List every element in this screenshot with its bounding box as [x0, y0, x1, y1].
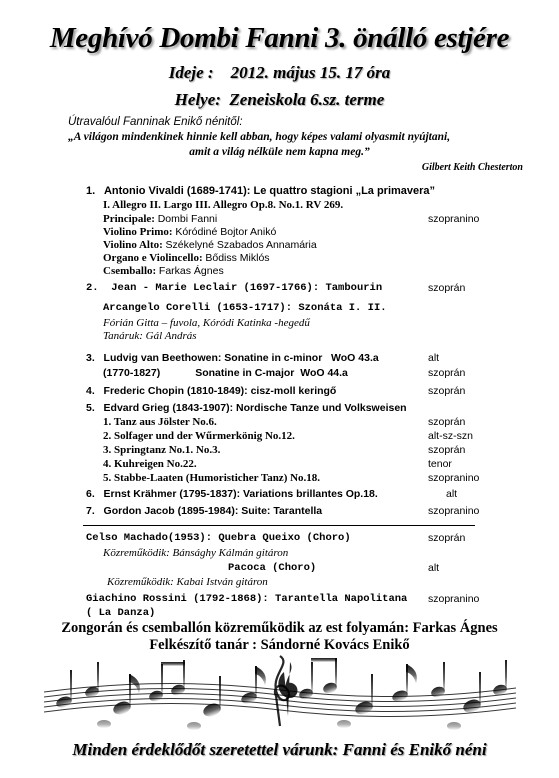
quote-line-1: „A világon mindenkinek hinnie kell abban, hogy képes valami olyasmit nyújtani, — [68, 131, 451, 143]
event-date — [0, 63, 559, 83]
program-item-4: 4. Frederic Chopin (1810-1849): cisz-moll keringő — [86, 385, 337, 397]
voice-label: szopranino — [428, 472, 480, 484]
program-item-5-4: 4. Kuhreigen No.22. — [103, 458, 197, 470]
program-item-2b-performers: Fórián Gitta – fuvola, Kóródi Katinka -hegedű — [103, 317, 310, 329]
voice-label: alt — [428, 562, 440, 574]
program-item-5-2: 2. Solfager und der Wűrmerkönig No.12. — [103, 430, 295, 442]
performer-principale: Principale: Dombi Fanni — [103, 213, 218, 225]
program-item-9: Pacoca (Choro) — [228, 562, 317, 574]
program-item-1: 1. Antonio Vivaldi (1689-1741): Le quattro stagioni „La primavera” — [86, 185, 436, 197]
program-item-5-3: 3. Springtanz No.1. No.3. — [103, 444, 221, 456]
voice-label: szopranino — [428, 593, 480, 605]
program-item-5-5: 5. Stabbe-Laaten (Humoristicher Tanz) No.18. — [103, 472, 321, 484]
performer-violino-primo: Violino Primo: Kóródiné Bojtor Anikó — [103, 226, 277, 238]
place-label: Helye: — [174, 90, 221, 109]
program-item-6: 6. Ernst Krähmer (1795-1837): Variations brillantes Op.18. — [86, 488, 378, 500]
performer-organo: Organo e Violincello: Bődiss Miklós — [103, 252, 270, 264]
program-item-9-guest: Közreműködik: Kabai István gitáron — [107, 576, 268, 588]
program-item-3: 3. Ludvig van Beethowen: Sonatine in c-minor WoO 43.a — [86, 352, 379, 364]
voice-label: szopranino — [428, 213, 480, 225]
performer-csemballo: Csemballo: Farkas Ágnes — [103, 265, 224, 277]
event-place — [0, 90, 559, 110]
quote-intro: Útravalóul Fanninak Enikő nénitől: — [68, 116, 243, 128]
voice-label: szopranino — [428, 505, 480, 517]
program-item-7: 7. Gordon Jacob (1895-1984): Suite: Tarantella — [86, 505, 323, 517]
place-value: Zeneiskola 6.sz. terme — [229, 90, 385, 109]
program-item-2b-teacher: Tanáruk: Gál András — [103, 330, 197, 342]
program-item-1-movements: I. Allegro II. Largo III. Allegro Op.8. No.1. RV 269. — [103, 199, 344, 211]
section-divider — [83, 525, 475, 526]
page-title: Meghívó Dombi Fanni 3. önálló estjére — [49, 22, 510, 54]
teacher-line: Felkészítő tanár : Sándorné Kovács Enikő — [149, 637, 410, 653]
voice-label: alt — [428, 352, 440, 364]
program-item-8-guest: Közreműködik: Bánsághy Kálmán gitáron — [103, 547, 289, 559]
program-item-2b: Arcangelo Corelli (1653-1717): Szonáta I. II. — [103, 302, 387, 314]
voice-label: szoprán — [428, 416, 466, 428]
quote-author: Gilbert Keith Chesterton — [421, 162, 523, 173]
voice-label: alt-sz-szn — [428, 430, 473, 442]
program-item-8: Celso Machado(1953): Quebra Queixo (Choro) — [86, 532, 351, 544]
program-item-10: Giachino Rossini (1792-1868): Tarantella Napolitana — [86, 593, 408, 605]
voice-label: alt — [446, 488, 458, 500]
program-item-5: 5. Edvard Grieg (1843-1907): Nordische Tanze und Volksweisen — [86, 402, 407, 414]
program-item-2: 2. Jean - Marie Leclair (1697-1766): Tambourin — [86, 282, 383, 294]
voice-label: szoprán — [428, 367, 466, 379]
voice-label: szoprán — [428, 282, 466, 294]
voice-label: tenor — [428, 458, 452, 470]
voice-label: szoprán — [428, 444, 466, 456]
voice-label: szoprán — [428, 532, 466, 544]
date-value: 2012. május 15. 17 óra — [230, 63, 391, 82]
quote-line-2: amit a világ nélküle nem kapna meg.” — [189, 146, 370, 158]
voice-label: szoprán — [428, 385, 466, 397]
accompanist-line: Zongorán és csemballón közreműködik az est folyamán: Farkas Ágnes — [61, 620, 498, 636]
program-item-10b: ( La Danza) — [86, 607, 156, 619]
music-notes-staff-icon — [44, 652, 516, 736]
performer-violino-alto: Violino Alto: Székelyné Szabados Annamária — [103, 239, 317, 251]
program-item-3b: (1770-1827) Sonatine in C-major WoO 44.a — [103, 367, 348, 379]
program-item-5-1: 1. Tanz aus Jölster No.6. — [103, 416, 217, 428]
closing-message: Minden érdeklődőt szeretettel várunk: Fanni és Enikő néni — [72, 740, 487, 759]
date-label: Ideje : — [168, 63, 214, 82]
